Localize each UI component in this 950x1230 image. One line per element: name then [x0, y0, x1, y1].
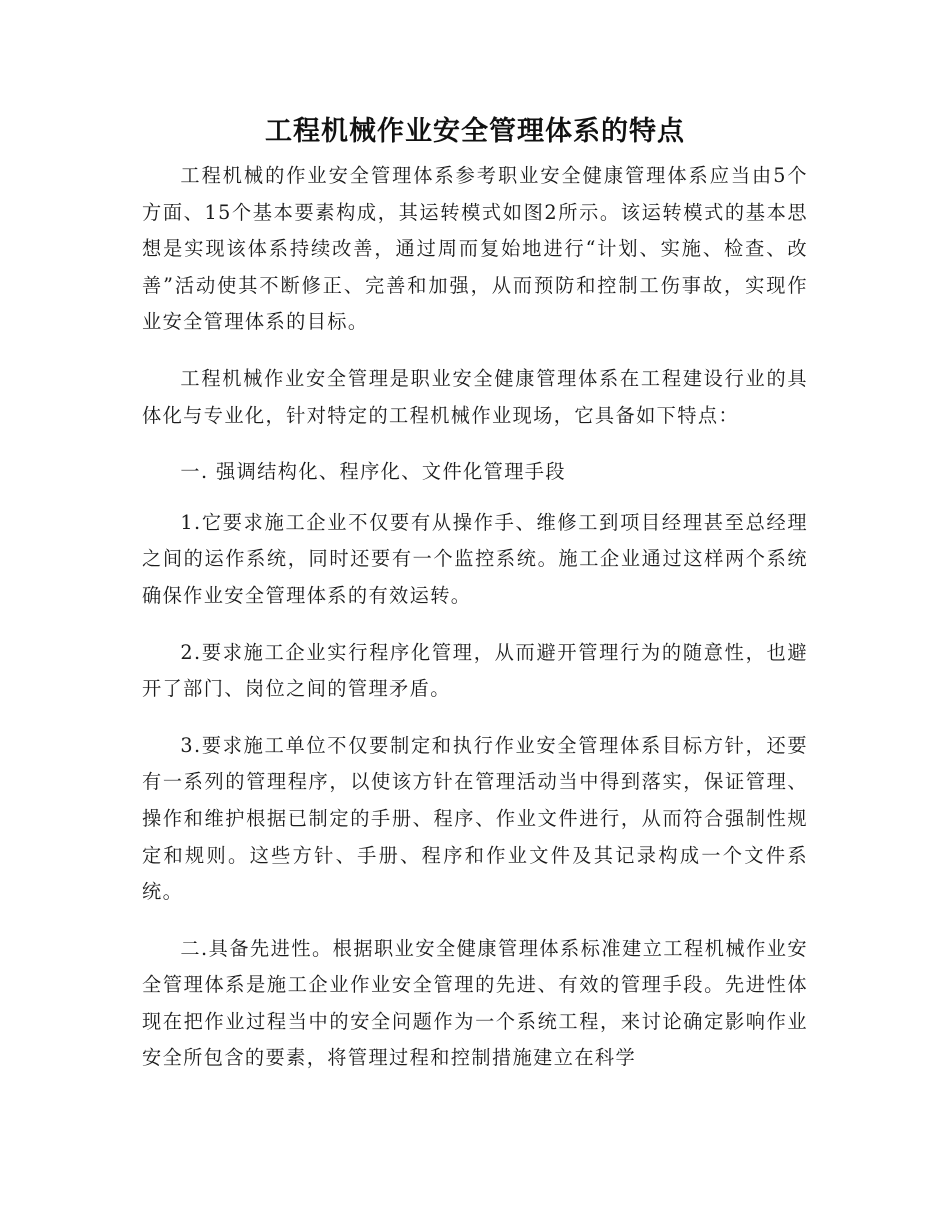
section-heading-one: 一. 强调结构化、程序化、文件化管理手段 — [180, 460, 566, 484]
document-body — [142, 110, 808, 1097]
paragraph-section-two: 二.具备先进性。根据职业安全健康管理体系标准建立工程机械作业安全管理体系是施工企业作业安全管理的先进、有效的管理手段。先进性体现在把作业过程当中的安全问题作为一个系统工程，来讨论确定影响作业安全所包含的要素，将管理过程和控制措施建立在科学 — [142, 936, 808, 1070]
paragraph-intro: 工程机械的作业安全管理体系参考职业安全健康管理体系应当由5个方面、15个基本要素构成，其运转模式如图2所示。该运转模式的基本思想是实现该体系持续改善，通过周而复始地进行“计划、实施、检查、改善”活动使其不断修正、完善和加强，从而预防和控制工伤事故，实现作业安全管理体系的目标。 — [142, 164, 808, 334]
paragraph-item-1: 1.它要求施工企业不仅要有从操作手、维修工到项目经理甚至总经理之间的运作系统，同时还要有一个监控系统。施工企业通过这样两个系统确保作业安全管理体系的有效运转。 — [142, 510, 808, 607]
document-title: 工程机械作业安全管理体系的特点 — [265, 116, 685, 147]
paragraph-features-lead: 工程机械作业安全管理是职业安全健康管理体系在工程建设行业的具体化与专业化，针对特定的工程机械作业现场，它具备如下特点： — [142, 366, 808, 427]
paragraph-item-2: 2.要求施工企业实行程序化管理，从而避开管理行为的随意性，也避开了部门、岗位之间的管理矛盾。 — [142, 640, 808, 701]
paragraph-item-3: 3.要求施工单位不仅要制定和执行作业安全管理体系目标方针，还要有一系列的管理程序，以使该方针在管理活动当中得到落实，保证管理、操作和维护根据已制定的手册、程序、作业文件进行，从而符合强制性规定和规则。这些方针、手册、程序和作业文件及其记录构成一个文件系统。 — [142, 733, 808, 904]
